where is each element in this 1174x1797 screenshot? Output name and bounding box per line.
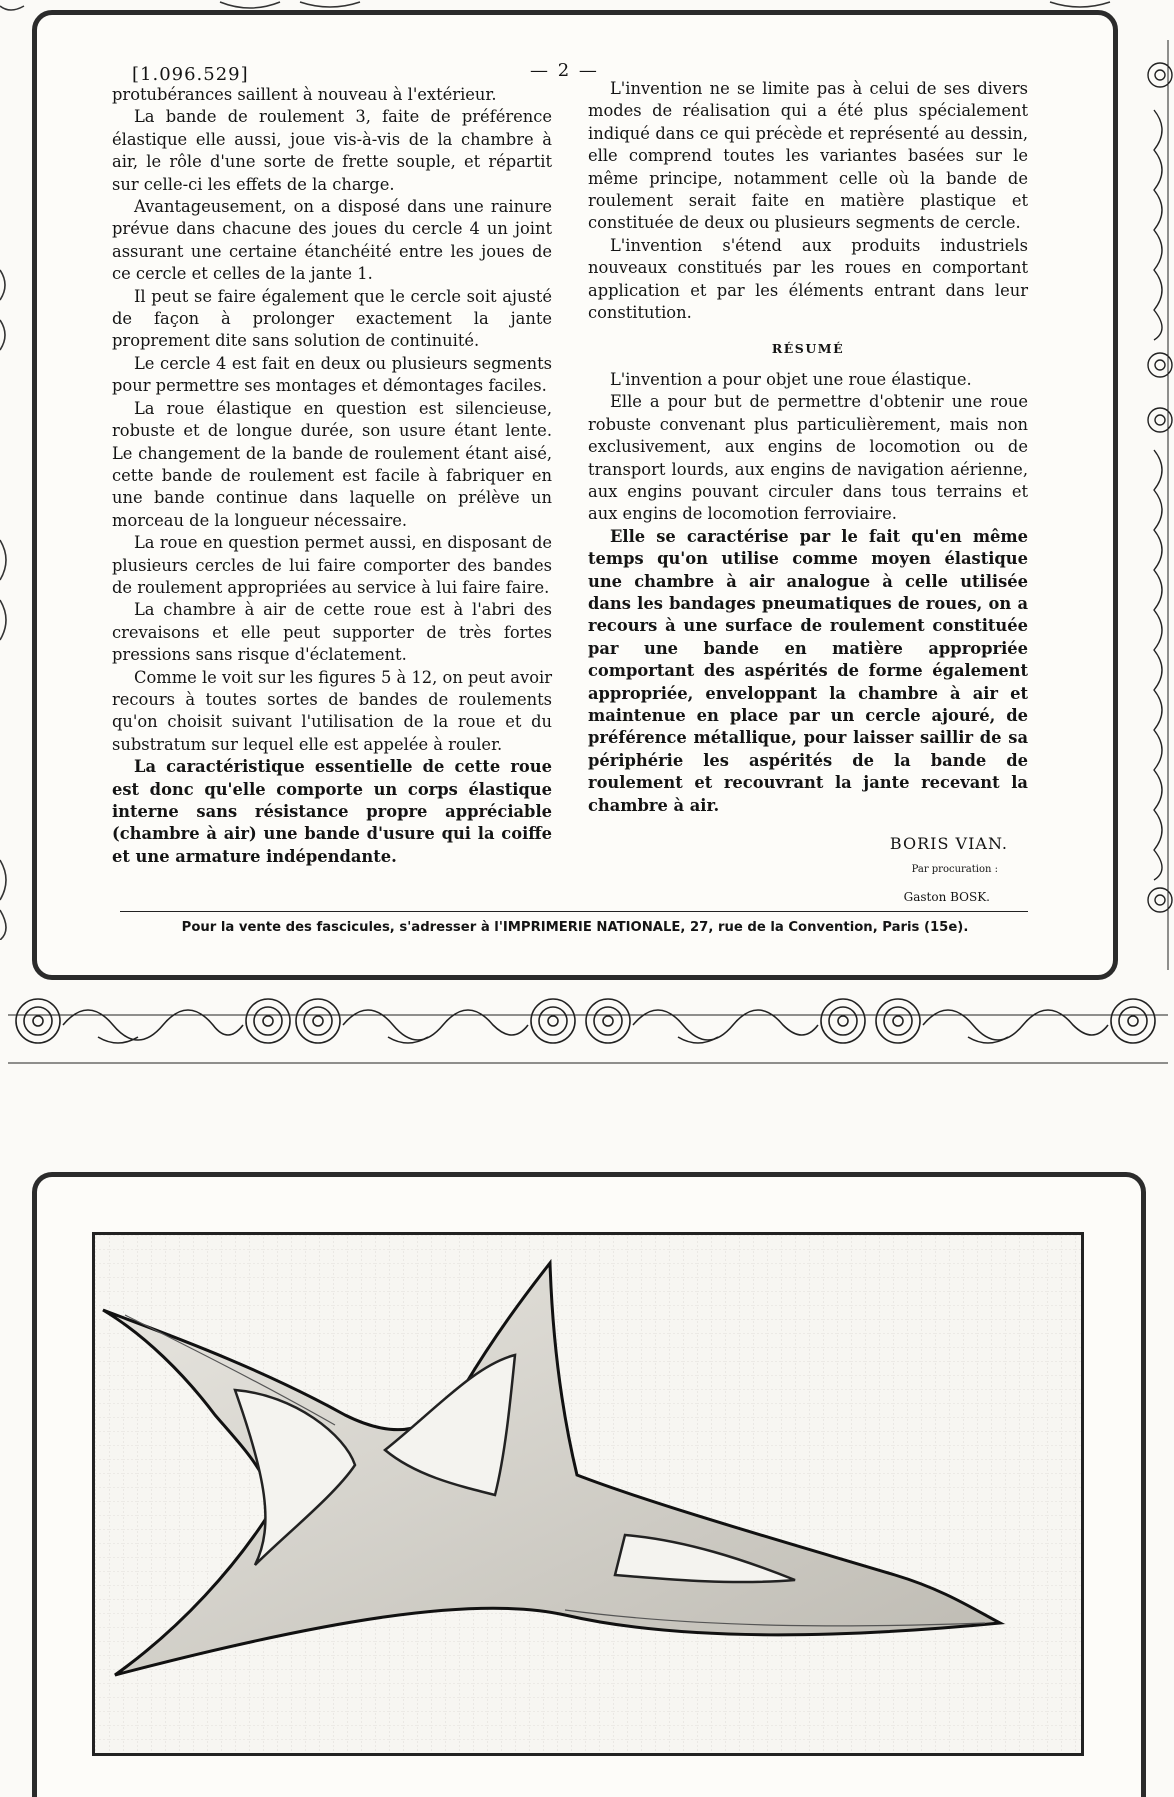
right-ornament — [1140, 20, 1174, 980]
left-ornament — [0, 240, 14, 940]
patent-number: [1.096.529] — [132, 64, 249, 85]
resume-paragraph: Elle se caractérise par le fait qu'en même temps qu'on utilise comme moyen élastique une chambre à air analogue à celle utilisée dans les bandages pneumatiques de roues, on a recours à une surface de roulement constituée par une bande en matière appropriée comportant des aspérités de forme également appropriée, enveloppant la chambre à air et maintenue en place par un cercle ajouré, de préférence métallique, pour laisser saillir de sa périphérie les aspérités de la bande de roulement et recouvrant la jante recevant la chambre à air. — [588, 526, 1028, 815]
signature-block — [588, 833, 1028, 908]
body-paragraph: La caractéristique essentielle de cette roue est donc qu'elle comporte un corps élastique interne sans résistance propre appréciable (chambre à air) une bande d'usure qui la coiffe et une armature indépendante. — [112, 757, 552, 866]
resume-paragraph: L'invention a pour objet une roue élastique. — [610, 369, 972, 389]
body-paragraph: L'invention ne se limite pas à celui de ses divers modes de réalisation qui a été plus spécialement indiqué dans ce qui précède et représenté au dessin, elle comprend toutes les variantes basées sur le même principe, notamment celle où la bande de roulement serait faite en matière plastique et constituée de deux ou plusieurs segments de cercle. — [588, 79, 1028, 233]
sales-footer: Pour la vente des fascicules, s'adresser à l'IMPRIMERIE NATIONALE, 27, rue de la Convention, Paris (15e). — [181, 920, 969, 935]
body-paragraph: Il peut se faire également que le cercle soit ajusté de façon à prolonger exactement la jante proprement dite sans solution de continuité. — [112, 286, 552, 351]
body-paragraph: Le cercle 4 est fait en deux ou plusieurs segments pour permettre ses montages et démontages faciles. — [112, 353, 552, 396]
figure-drawing — [95, 1235, 1081, 1753]
resume-paragraphs — [588, 369, 1028, 817]
signatory-name: BORIS VIAN. — [889, 834, 1008, 853]
figure-panel — [92, 1232, 1084, 1756]
right-text-column — [588, 78, 1028, 908]
proxy-label: Par procuration : — [911, 864, 998, 876]
resume-paragraph: Elle a pour but de permettre d'obtenir une roue robuste convenant plus particulièrement, mais non exclusivement, aux engins de locomotion ou de transport lourds, aux engins de navigation aérienne, aux engins pouvant circuler dans tous terrains et aux engins de locomotion ferroviaire. — [588, 392, 1028, 524]
ornamental-border-band — [8, 975, 1168, 1069]
page-number: — 2 — — [530, 60, 599, 81]
body-paragraph: Comme le voit sur les figures 5 à 12, on peut avoir recours à toutes sortes de bandes de roulements qu'on choisit suivant l'utilisation de la roue et du substratum sur lequel elle est appelée à rouler. — [112, 667, 552, 754]
resume-title: RÉSUMÉ — [771, 341, 845, 357]
body-paragraph: La chambre à air de cette roue est à l'abri des crevaisons et elle peut supporter de très fortes pressions sans risque d'éclatement. — [112, 600, 552, 665]
body-paragraph: L'invention s'étend aux produits industriels nouveaux constitués par les roues en comportant application et par les éléments entrant dans leur constitution. — [588, 235, 1028, 323]
agent-name: Gaston BOSK. — [903, 889, 990, 904]
body-paragraph: La roue élastique en question est silencieuse, robuste et de longue durée, son usure étant lente. Le changement de la bande de roulement étant aisé, cette bande de roulement est facile à fabriquer en une bande continue dans laquelle on prélève un morceau de la longueur nécessaire. — [112, 398, 552, 530]
body-paragraph: La roue en question permet aussi, en disposant de plusieurs cercles de lui faire comporter des bandes de roulement appropriées au service à lui faire faire. — [112, 533, 552, 597]
invention-scope-paragraphs — [588, 78, 1028, 324]
footer-divider — [120, 911, 1028, 912]
body-paragraph: protubérances saillent à nouveau à l'extérieur. — [112, 85, 497, 104]
left-text-column — [112, 84, 552, 868]
body-paragraph: Avantageusement, on a disposé dans une rainure prévue dans chacune des joues du cercle 4 un joint assurant une certaine étanchéité entre les joues de ce cercle et celles de la jante 1. — [112, 197, 552, 284]
body-paragraph: La bande de roulement 3, faite de préférence élastique elle aussi, joue vis-à-vis de la chambre à air, le rôle d'une sorte de frette souple, et répartit sur celle-ci les effets de la charge. — [112, 107, 552, 194]
